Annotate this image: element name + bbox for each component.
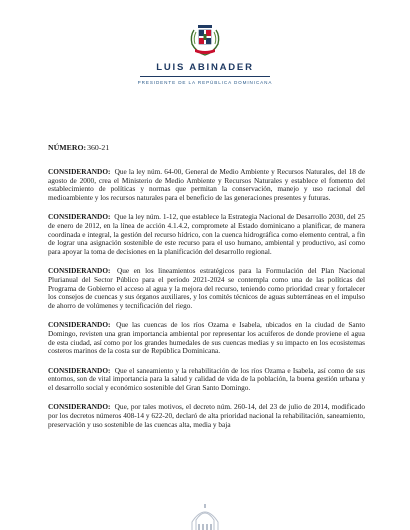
considerando-paragraph xyxy=(48,403,365,429)
paragraph-text: Que las cuencas de los ríos Ozama e Isabela, ubicados en la ciudad de Santo Domingo, revisten una gran importancia ambiental por representar los acuíferos de donde proviene el agua de esta ciudad, así como por los grandes humedales de sus cuencas medias y su impacto en los ecosistemas costeros marinos de la costa sur de República Dominicana. xyxy=(48,320,365,356)
paragraph-text: Que la ley núm. 64-00, General de Medio Ambiente y Recursos Naturales, del 18 de agosto de 2000, crea el Ministerio de Medio Ambiente y Recursos Naturales y establece el fomento del establecimiento de políticas y normas que permitan la conservación, manejo y uso racional del medioambiente y los recursos naturales para el beneficio de las generaciones presentes y futuras. xyxy=(48,167,366,202)
paragraph-label: CONSIDERANDO: xyxy=(48,266,111,276)
paragraph-text: Que en los lineamientos estratégicos para la Formulación del Plan Nacional Plurianual del Sector Público para el período 2021-2024 se contempla como una de las políticas del Programa de Gobierno el acceso al agua y la mejora del recurso, teniendo como prioridad crear y fortalecer los consejos de cuencas y sus órganos auxiliares, y los comités técnicos de aguas subterráneas en el impulso de ahorro de volúmenes y tecnificación del riego. xyxy=(48,266,365,310)
decree-number xyxy=(48,143,109,152)
considerando-paragraph xyxy=(48,367,365,393)
decree-number-value: 360-21 xyxy=(87,143,110,152)
document-body xyxy=(48,168,365,440)
coat-of-arms-icon xyxy=(188,22,222,58)
president-name: LUIS ABINADER xyxy=(156,62,254,73)
paragraph-text: Que, por tales motivos, el decreto núm. 260-14, del 23 de julio de 2014, modificado por los decretos números 408-14 y 622-20, declaró de alta prioridad nacional la rehabilitación, saneamiento, preservación y uso sostenible de las cuencas alta, media y baja xyxy=(48,402,365,429)
considerando-paragraph xyxy=(48,168,365,202)
decree-number-label: NÚMERO: xyxy=(48,143,87,152)
paragraph-label: CONSIDERANDO: xyxy=(48,320,111,330)
paragraph-label: CONSIDERANDO: xyxy=(48,402,111,412)
palace-emblem-icon xyxy=(188,500,222,530)
letterhead xyxy=(0,22,410,85)
paragraph-label: CONSIDERANDO: xyxy=(48,212,111,222)
considerando-paragraph xyxy=(48,321,365,355)
president-title: PRESIDENTE DE LA REPÚBLICA DOMINICANA xyxy=(137,80,273,85)
header-divider xyxy=(140,76,270,78)
paragraph-label: CONSIDERANDO: xyxy=(48,365,111,375)
considerando-paragraph xyxy=(48,213,365,256)
paragraph-label: CONSIDERANDO: xyxy=(48,167,111,176)
paragraph-text: Que la ley núm. 1-12, que establece la Estrategia Nacional de Desarrollo 2030, del 25 de enero de 2012, en la línea de acción 4.1.4.2, compromete al Estado dominicano a planificar, de manera coordinada e integral, la gestión del recurso hídrico, con la cuenca hidrográfica como elemento central, a fin de lograr una asignación sostenible de este recurso para el uso humano, ambiental y productivo, así como para apoyar la toma de decisiones en la planificación del desarrollo regional. xyxy=(48,212,365,256)
paragraph-text: Que el saneamiento y la rehabilitación de los ríos Ozama e Isabela, así como de sus entornos, son de vital importancia para la salud y calidad de vida de la población, la buena gestión urbana y el desarrollo social y económico sostenible del Gran Santo Domingo. xyxy=(48,365,365,392)
considerando-paragraph xyxy=(48,267,365,310)
